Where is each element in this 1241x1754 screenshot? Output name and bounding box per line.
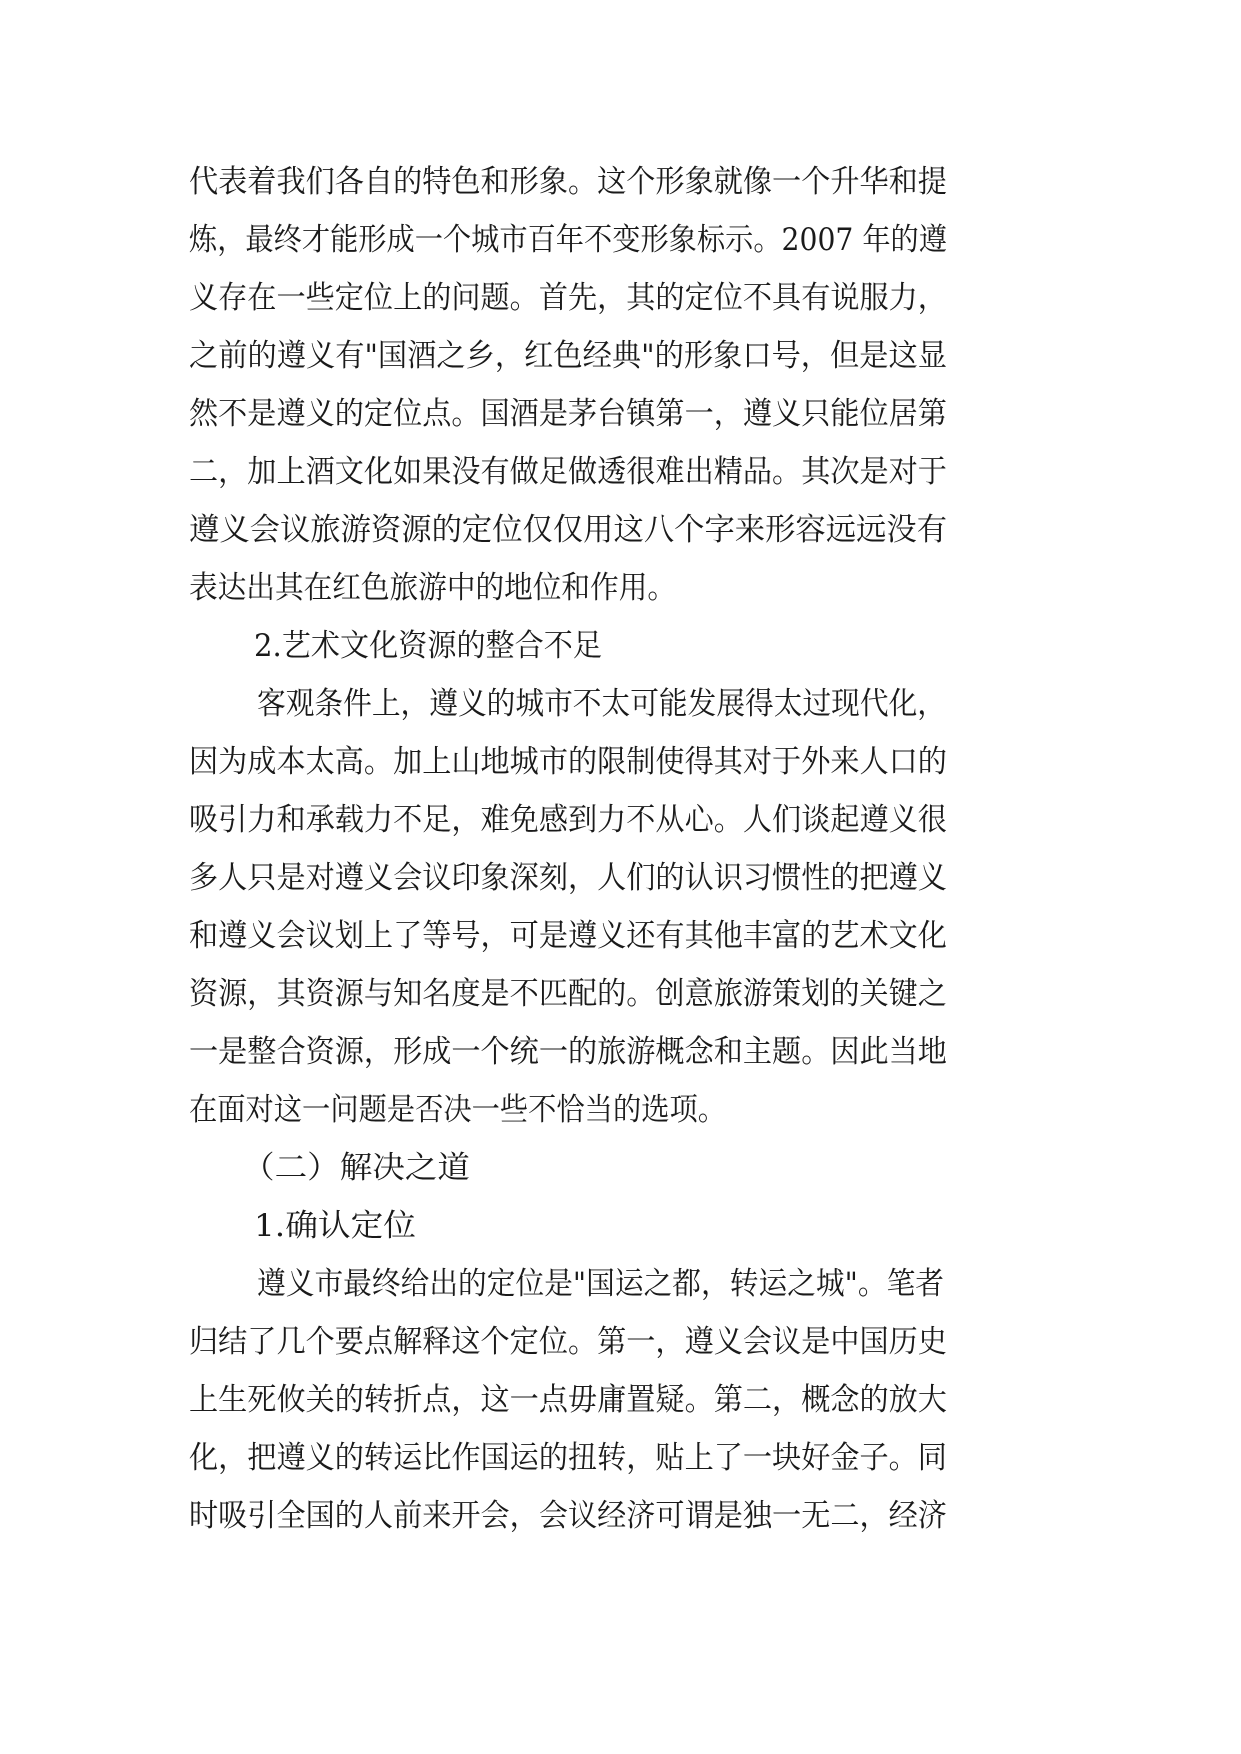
body-text-line: 吸引力和承载力不足，难免感到力不从心。人们谈起遵义很 [189, 802, 947, 838]
body-text-line: 表达出其在红色旅游中的地位和作用。 [189, 570, 677, 606]
body-text-line: 归结了几个要点解释这个定位。第一，遵义会议是中国历史 [189, 1324, 947, 1360]
body-text-line: 因为成本太高。加上山地城市的限制使得其对于外来人口的 [189, 744, 947, 780]
body-text-line: 遵义会议旅游资源的定位仅仅用这八个字来形容远远没有 [189, 512, 948, 548]
body-text-line: 和遵义会议划上了等号，可是遵义还有其他丰富的艺术文化 [189, 918, 947, 954]
body-text-line: 时吸引全国的人前来开会，会议经济可谓是独一无二，经济 [189, 1498, 947, 1534]
body-text-line: 之前的遵义有"国酒之乡，红色经典"的形象口号，但是这显 [189, 338, 948, 374]
body-text-line: 然不是遵义的定位点。国酒是茅台镇第一，遵义只能位居第 [189, 396, 947, 432]
body-text-line: 一是整合资源，形成一个统一的旅游概念和主题。因此当地 [189, 1034, 947, 1070]
subsection-heading: 1.确认定位 [254, 1208, 416, 1244]
body-text-line: 客观条件上，遵义的城市不太可能发展得太过现代化， [257, 686, 947, 722]
body-text-line: 遵义市最终给出的定位是"国运之都，转运之城"。笔者 [257, 1266, 945, 1302]
body-text-line: 资源，其资源与知名度是不匹配的。创意旅游策划的关键之 [189, 976, 947, 1012]
body-text-line: 二，加上酒文化如果没有做足做透很难出精品。其次是对于 [189, 454, 947, 490]
body-text-line: 在面对这一问题是否决一些不恰当的选项。 [189, 1092, 726, 1128]
section-heading: 2.艺术文化资源的整合不足 [254, 628, 603, 664]
body-text-line: 化，把遵义的转运比作国运的扭转，贴上了一块好金子。同 [189, 1440, 947, 1476]
body-text-line: 上生死攸关的转折点，这一点毋庸置疑。第二，概念的放大 [189, 1382, 947, 1418]
section-heading: （二）解决之道 [242, 1150, 471, 1186]
body-text-line: 义存在一些定位上的问题。首先，其的定位不具有说服力， [189, 280, 947, 316]
body-text-line: 炼，最终才能形成一个城市百年不变形象标示。2007 年的遵 [189, 222, 947, 258]
body-text-line: 多人只是对遵义会议印象深刻，人们的认识习惯性的把遵义 [189, 860, 947, 896]
body-text-line: 代表着我们各自的特色和形象。这个形象就像一个升华和提 [189, 164, 947, 200]
